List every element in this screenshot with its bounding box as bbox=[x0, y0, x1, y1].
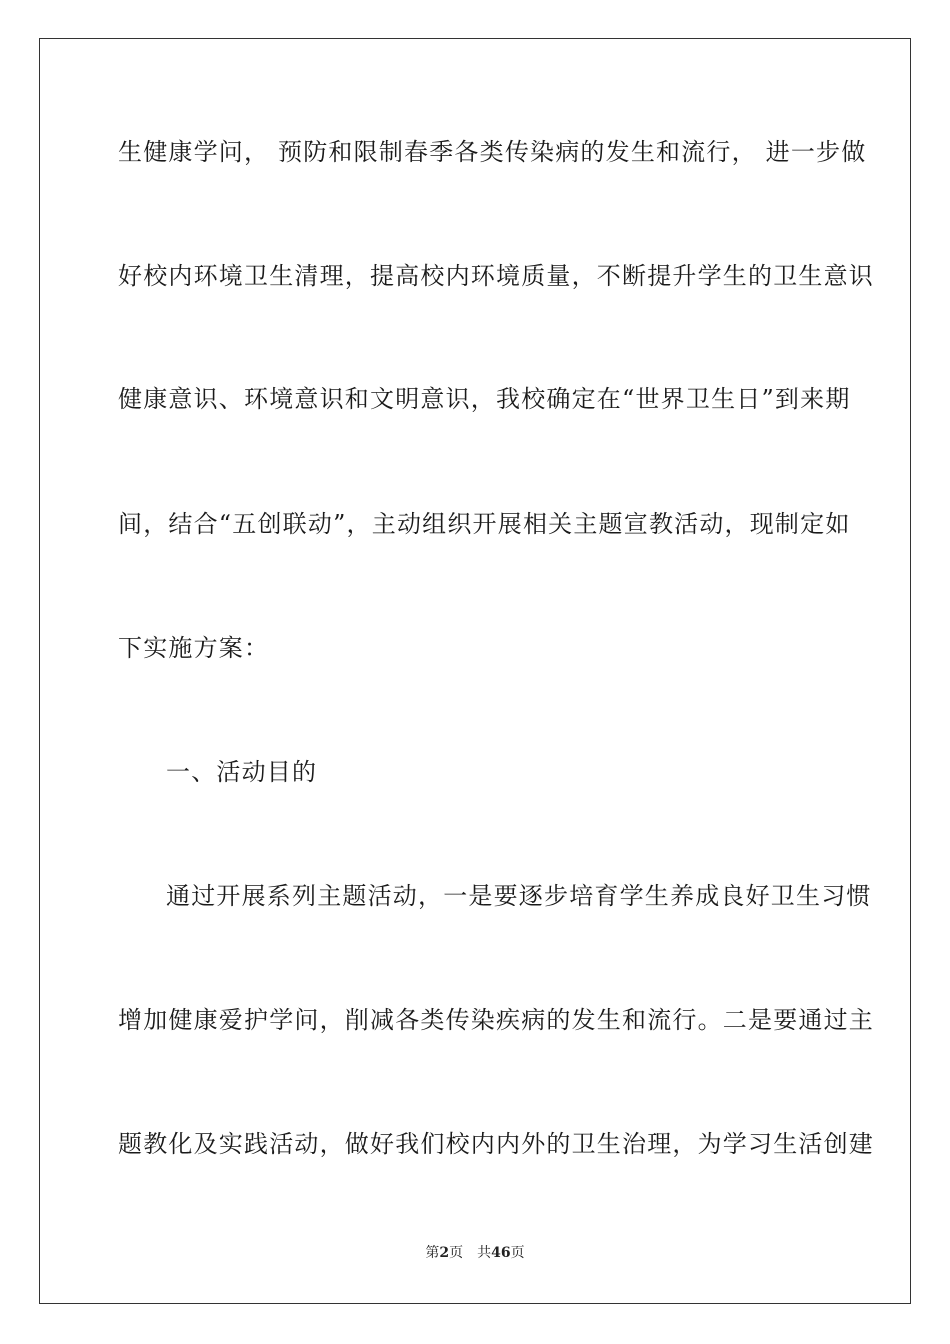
body-line-3: 健康意识、环境意识和文明意识，我校确定在“世界卫生日”到来期 bbox=[118, 385, 851, 413]
body-line-4: 间，结合“五创联动”，主动组织开展相关主题宣教活动，现制定如 bbox=[118, 510, 851, 538]
page-prefix: 第 bbox=[425, 1245, 440, 1261]
body-line-5: 下实施方案： bbox=[118, 634, 270, 662]
body-line-7: 通过开展系列主题活动，一是要逐步培育学生养成良好卫生习惯 bbox=[166, 882, 872, 910]
page-frame bbox=[39, 38, 911, 1304]
body-line-2: 好校内环境卫生清理，提高校内环境质量，不断提升学生的卫生意识 bbox=[118, 262, 874, 290]
page-number: 2 bbox=[439, 1245, 450, 1261]
page-suffix: 页 bbox=[449, 1245, 464, 1261]
page-footer bbox=[0, 1243, 950, 1263]
body-line-9: 题教化及实践活动，做好我们校内内外的卫生治理，为学习生活创建 bbox=[118, 1130, 874, 1158]
total-pages: 46 bbox=[491, 1245, 511, 1261]
body-line-8: 增加健康爱护学问，削减各类传染疾病的发生和流行。二是要通过主 bbox=[118, 1006, 874, 1034]
body-line-1: 生健康学问， 预防和限制春季各类传染病的发生和流行， 进一步做 bbox=[118, 138, 867, 166]
total-prefix: 共 bbox=[477, 1245, 492, 1261]
total-suffix: 页 bbox=[510, 1245, 525, 1261]
section-heading: 一、活动目的 bbox=[166, 758, 318, 786]
